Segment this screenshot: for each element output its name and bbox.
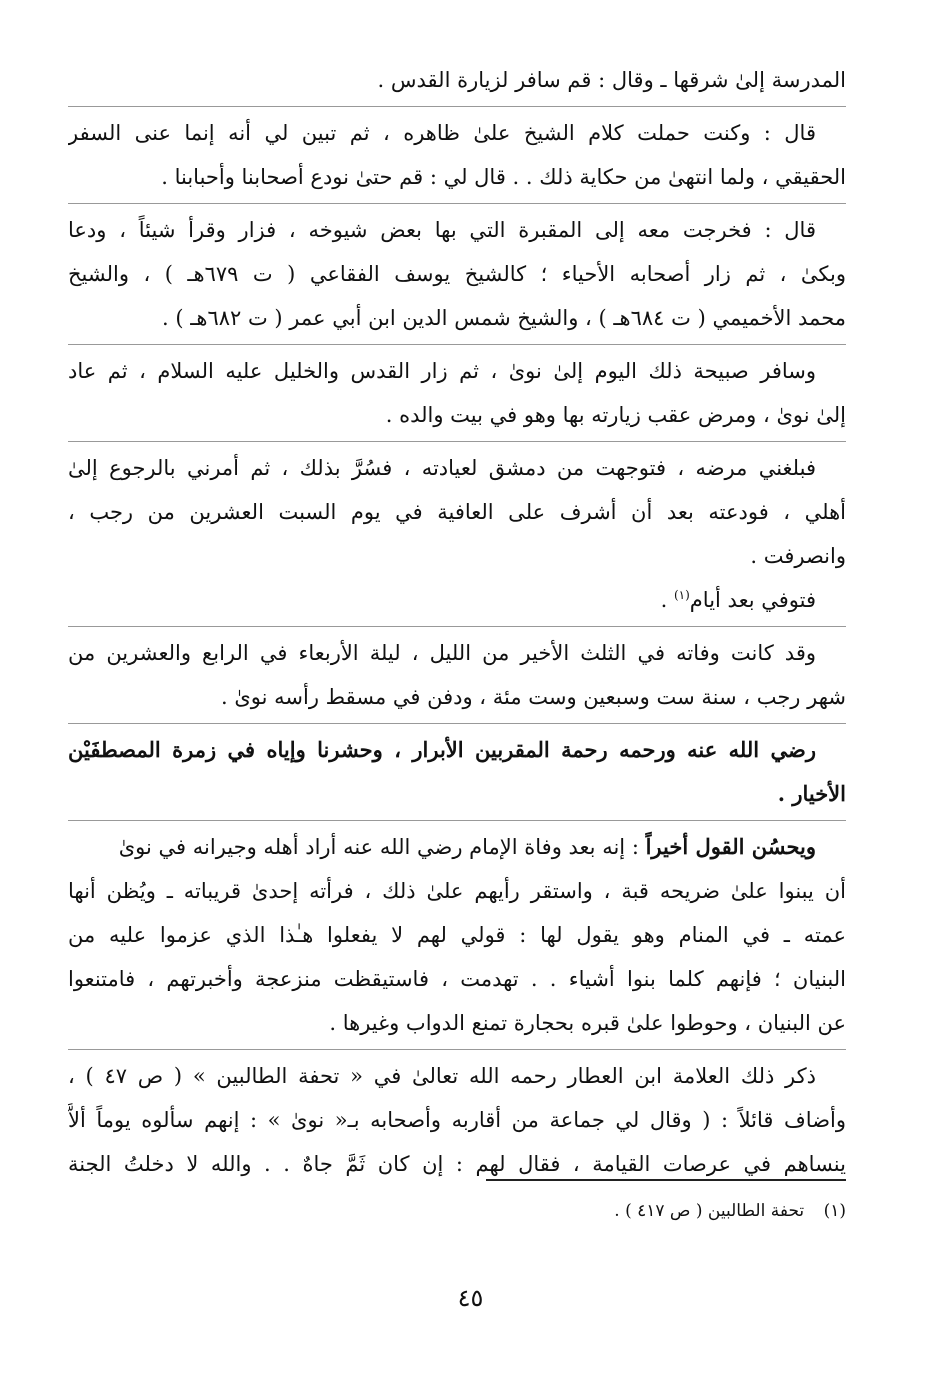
text-line: عمته ـ في المنام وهو يقول لها : قولي لهم لا يفعلوا هـٰذا الذي عزموا عليه من xyxy=(68,923,846,947)
text-fragment: : إنه بعد وفاة الإمام رضي الله عنه أراد أهله وجيرانه في نوىٰ xyxy=(118,835,639,859)
divider xyxy=(68,1049,846,1050)
text-line: الحقيقي ، ولما انتهىٰ من حكاية ذلك . . قال لي : قم حتىٰ نودع أصحابنا وأحبابنا . xyxy=(161,165,846,189)
divider xyxy=(68,626,846,627)
text-fragment: فتوفي بعد أيام xyxy=(689,588,816,612)
divider xyxy=(68,106,846,107)
text-line xyxy=(68,578,846,622)
divider xyxy=(68,441,846,442)
page-number: ٤٥ xyxy=(457,1284,484,1312)
text-line: عن البنيان ، وحوطوا علىٰ قبره بحجارة تمنع الدواب وغيرها . xyxy=(329,1011,846,1035)
text-line: أهلي ، فودعته بعد أن أشرف على العافية في يوم السبت العشرين من رجب ، xyxy=(68,500,846,524)
text-line: وأضاف قائلاً : ( وقال لي جماعة من أقاربه وأصحابه بـ« نوىٰ » : إنهم سألوه يوماً ألاَّ xyxy=(68,1108,846,1132)
text-line: فبلغني مرضه ، فتوجهت من دمشق لعيادته ، فسُرَّ بذلك ، ثم أمرني بالرجوع إلىٰ xyxy=(68,456,816,480)
text-line: قال : فخرجت معه إلى المقبرة التي بها بعض شيوخه ، فزار وقرأ شيئاً ، ودعا xyxy=(68,218,816,242)
text-line: قال : وكنت حملت كلام الشيخ علىٰ ظاهره ، ثم تبين لي أنه إنما عنى السفر xyxy=(68,121,816,145)
divider xyxy=(68,723,846,724)
text-line: ينساهم في عرصات القيامة ، فقال لهم : إن كان ثَمَّ جاهٌ . . والله لا دخلتُ الجنة xyxy=(68,1152,846,1176)
divider xyxy=(68,820,846,821)
text-line: وسافر صبيحة ذلك اليوم إلىٰ نوىٰ ، ثم زار القدس والخليل عليه السلام ، ثم عاد xyxy=(68,359,816,383)
text-fragment: . xyxy=(660,588,674,612)
text-line: وانصرفت . xyxy=(750,544,846,568)
text-line xyxy=(68,825,846,869)
text-line: وقد كانت وفاته في الثلث الأخير من الليل ، ليلة الأربعاء في الرابع والعشرين من xyxy=(68,641,816,665)
text-line: المدرسة إلىٰ شرقها ـ وقال : قم سافر لزيارة القدس . xyxy=(377,68,846,92)
text-line: إلىٰ نوىٰ ، ومرض عقب زيارته بها وهو في بيت والده . xyxy=(385,403,846,427)
divider xyxy=(68,344,846,345)
footnote-separator xyxy=(486,1179,846,1181)
text-line: الأخيار . xyxy=(777,781,846,806)
page-body xyxy=(68,58,846,1186)
text-line: رضي الله عنه ورحمه رحمة المقربين الأبرار ، وحشرنا وإياه في زمرة المصطفَيْن xyxy=(68,737,816,762)
footnote-text: تحفة الطالبين ( ص ٤١٧ ) . xyxy=(614,1201,805,1221)
text-line: ذكر ذلك العلامة ابن العطار رحمه الله تعالىٰ في « تحفة الطالبين » ( ص ٤٧ ) ، xyxy=(68,1064,816,1088)
text-line: أن يبنوا علىٰ ضريحه قبة ، واستقر رأيهم علىٰ ذلك ، فرأته إحدىٰ قريباته ـ ويُظن أنها xyxy=(68,879,846,903)
text-fragment: ويحسُن القول أخيراً xyxy=(645,834,816,859)
text-line: شهر رجب ، سنة ست وسبعين وست مئة ، ودفن في مسقط رأسه نوىٰ . xyxy=(221,685,846,709)
footnote xyxy=(614,1198,846,1224)
text-line: محمد الأخميمي ( ت ٦٨٤هـ ) ، والشيخ شمس الدين ابن أبي عمر ( ت ٦٨٢هـ ) . xyxy=(162,306,846,330)
footnote-number: (١) xyxy=(823,1201,846,1221)
footnote-marker: (١) xyxy=(673,588,690,602)
text-line: وبكىٰ ، ثم زار أصحابه الأحياء ؛ كالشيخ يوسف الفقاعي ( ت ٦٧٩هـ ) ، والشيخ xyxy=(68,262,846,286)
text-line: البنيان ؛ فإنهم كلما بنوا أشياء . . تهدمت ، فاستيقظت منزعجة وأخبرتهم ، فامتنعوا xyxy=(68,967,846,991)
divider xyxy=(68,203,846,204)
